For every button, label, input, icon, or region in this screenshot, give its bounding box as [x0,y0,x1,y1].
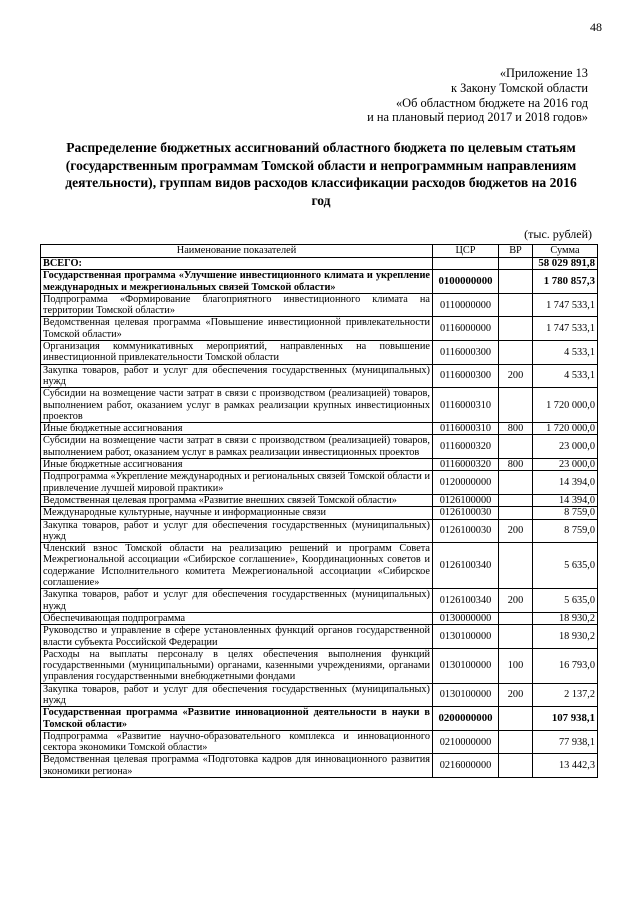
cell-name: Ведомственная целевая программа «Повышение инвестиционной привлекательности Томской области» [41,317,433,341]
header-sum: Сумма [533,245,598,258]
cell-sum: 8 759,0 [533,519,598,543]
cell-sum: 4 533,1 [533,364,598,388]
cell-vr [499,258,533,270]
cell-name: Иные бюджетные ассигнования [41,459,433,471]
cell-csr: 0200000000 [433,707,499,731]
cell-name: Международные культурные, научные и информационные связи [41,507,433,519]
cell-sum: 77 938,1 [533,730,598,754]
cell-vr [499,625,533,649]
cell-name: ВСЕГО: [41,258,433,270]
table-row [41,625,598,649]
cell-sum: 14 394,0 [533,471,598,495]
cell-vr [499,612,533,624]
cell-name: Субсидии на возмещение части затрат в связи с производством (реализацией) товаров, выполнением работ, оказанием услуг в рамках реализации крупных инвестиционных проектов [41,388,433,423]
cell-name: Субсидии на возмещение части затрат в связи с производством (реализацией) товаров, выполнением работ, оказанием услуг в рамках реализации инвестиционных проектов [41,435,433,459]
table-row [41,258,598,270]
cell-csr: 0126100000 [433,494,499,506]
table-row [41,270,598,294]
cell-sum: 1 720 000,0 [533,388,598,423]
cell-sum: 14 394,0 [533,494,598,506]
cell-vr [499,435,533,459]
cell-name: Иные бюджетные ассигнования [41,423,433,435]
table-row [41,612,598,624]
cell-csr: 0116000310 [433,423,499,435]
cell-vr: 200 [499,683,533,707]
table-row [41,648,598,683]
cell-name: Закупка товаров, работ и услуг для обеспечения государственных (муниципальных) нужд [41,589,433,613]
cell-vr [499,270,533,294]
cell-name: Руководство и управление в сфере установленных функций органов государственной власти субъекта Российской Федерации [41,625,433,649]
cell-vr [499,707,533,731]
table-row [41,317,598,341]
table-header-row [41,245,598,258]
cell-name: Организация коммуникативных мероприятий, направленных на повышение инвестиционной привлекательности Томской области [41,341,433,365]
cell-sum: 1 747 533,1 [533,293,598,317]
cell-vr: 200 [499,519,533,543]
table-row [41,707,598,731]
cell-vr: 800 [499,459,533,471]
cell-sum: 1 747 533,1 [533,317,598,341]
cell-csr: 0130000000 [433,612,499,624]
units-label: (тыс. рублей) [524,227,592,241]
page-number: 48 [590,20,602,34]
header-csr: ЦСР [433,245,499,258]
cell-name: Подпрограмма «Формирование благоприятного инвестиционного климата на территории Томской области» [41,293,433,317]
header-name: Наименование показателей [41,245,433,258]
cell-sum: 18 930,2 [533,612,598,624]
cell-name: Закупка товаров, работ и услуг для обеспечения государственных (муниципальных) нужд [41,519,433,543]
table-row [41,435,598,459]
cell-vr [499,730,533,754]
cell-name: Подпрограмма «Развитие научно-образовательного комплекса и инновационного сектора экономики Томской области» [41,730,433,754]
cell-sum: 58 029 891,8 [533,258,598,270]
table-row [41,494,598,506]
cell-vr [499,317,533,341]
cell-csr: 0116000310 [433,388,499,423]
cell-csr: 0216000000 [433,754,499,778]
cell-name: Государственная программа «Улучшение инвестиционного климата и укрепление международных и межрегиональных связей Томской области» [41,270,433,294]
table-row [41,754,598,778]
table-body [41,258,598,778]
cell-csr: 0130100000 [433,648,499,683]
cell-csr: 0116000000 [433,317,499,341]
appendix-line: «Приложение 13 [499,66,588,80]
cell-sum: 23 000,0 [533,435,598,459]
table-row [41,543,598,589]
cell-sum: 5 635,0 [533,543,598,589]
cell-name: Закупка товаров, работ и услуг для обеспечения государственных (муниципальных) нужд [41,364,433,388]
header-vr: ВР [499,245,533,258]
table-row [41,507,598,519]
cell-name: Членский взнос Томской области на реализацию решений и программ Совета Межрегиональной ассоциации «Сибирское соглашение», Координационных советов и содержание Исполнительного комитета Межрегиональной ассоциации «Сибирское соглашение» [41,543,433,589]
cell-vr [499,293,533,317]
cell-vr: 100 [499,648,533,683]
cell-csr: 0100000000 [433,270,499,294]
cell-csr: 0126100340 [433,543,499,589]
cell-name: Подпрограмма «Укрепление международных и региональных связей Томской области и привлечение лучшей мировой практики» [41,471,433,495]
cell-csr: 0116000300 [433,341,499,365]
document-title: Распределение бюджетных ассигнований областного бюджета по целевым статьям (государственным программам Томской области и непрограммным направлениям деятельности), группам видов расходов классификации расходов бюджетов на 2016 год [65,140,577,208]
table-row [41,364,598,388]
cell-vr [499,754,533,778]
table-row [41,341,598,365]
cell-sum: 23 000,0 [533,459,598,471]
cell-sum: 4 533,1 [533,341,598,365]
cell-sum: 1 780 857,3 [533,270,598,294]
cell-csr: 0130100000 [433,625,499,649]
table-row [41,519,598,543]
table-row [41,293,598,317]
cell-csr: 0126100340 [433,589,499,613]
table-row [41,589,598,613]
appendix-line: «Об областном бюджете на 2016 год [395,95,588,110]
cell-csr: 0126100030 [433,507,499,519]
cell-csr: 0120000000 [433,471,499,495]
cell-sum: 107 938,1 [533,707,598,731]
cell-vr [499,494,533,506]
cell-vr [499,341,533,365]
cell-name: Ведомственная целевая программа «Развитие внешних связей Томской области» [41,494,433,506]
budget-table [40,244,598,778]
table-row [41,459,598,471]
appendix-line: к Закону Томской области [450,80,588,95]
cell-sum: 2 137,2 [533,683,598,707]
cell-vr [499,471,533,495]
cell-csr: 0116000320 [433,435,499,459]
cell-vr [499,543,533,589]
cell-name: Расходы на выплаты персоналу в целях обеспечения выполнения функций государственными (муниципальными) органами, казенными учреждениями, органами управления государственными внебюджетными фондами [41,648,433,683]
table-row [41,683,598,707]
cell-sum: 13 442,3 [533,754,598,778]
table-row [41,423,598,435]
cell-name: Обеспечивающая подпрограмма [41,612,433,624]
table-row [41,471,598,495]
cell-csr: 0116000300 [433,364,499,388]
cell-name: Ведомственная целевая программа «Подготовка кадров для инновационного развития экономики региона» [41,754,433,778]
cell-sum: 1 720 000,0 [533,423,598,435]
cell-sum: 16 793,0 [533,648,598,683]
cell-sum: 18 930,2 [533,625,598,649]
table-row [41,388,598,423]
appendix-line: и на плановый период 2017 и 2018 годов» [367,110,588,125]
cell-sum: 5 635,0 [533,589,598,613]
table-row [41,730,598,754]
cell-vr [499,507,533,519]
cell-sum: 8 759,0 [533,507,598,519]
cell-name: Закупка товаров, работ и услуг для обеспечения государственных (муниципальных) нужд [41,683,433,707]
cell-csr: 0130100000 [433,683,499,707]
cell-vr: 200 [499,364,533,388]
cell-vr [499,388,533,423]
cell-csr [433,258,499,270]
cell-csr: 0110000000 [433,293,499,317]
cell-name: Государственная программа «Развитие инновационной деятельности в науки в Томской области» [41,707,433,731]
cell-vr: 800 [499,423,533,435]
cell-csr: 0116000320 [433,459,499,471]
appendix-header [248,66,588,125]
cell-csr: 0210000000 [433,730,499,754]
cell-csr: 0126100030 [433,519,499,543]
cell-vr: 200 [499,589,533,613]
